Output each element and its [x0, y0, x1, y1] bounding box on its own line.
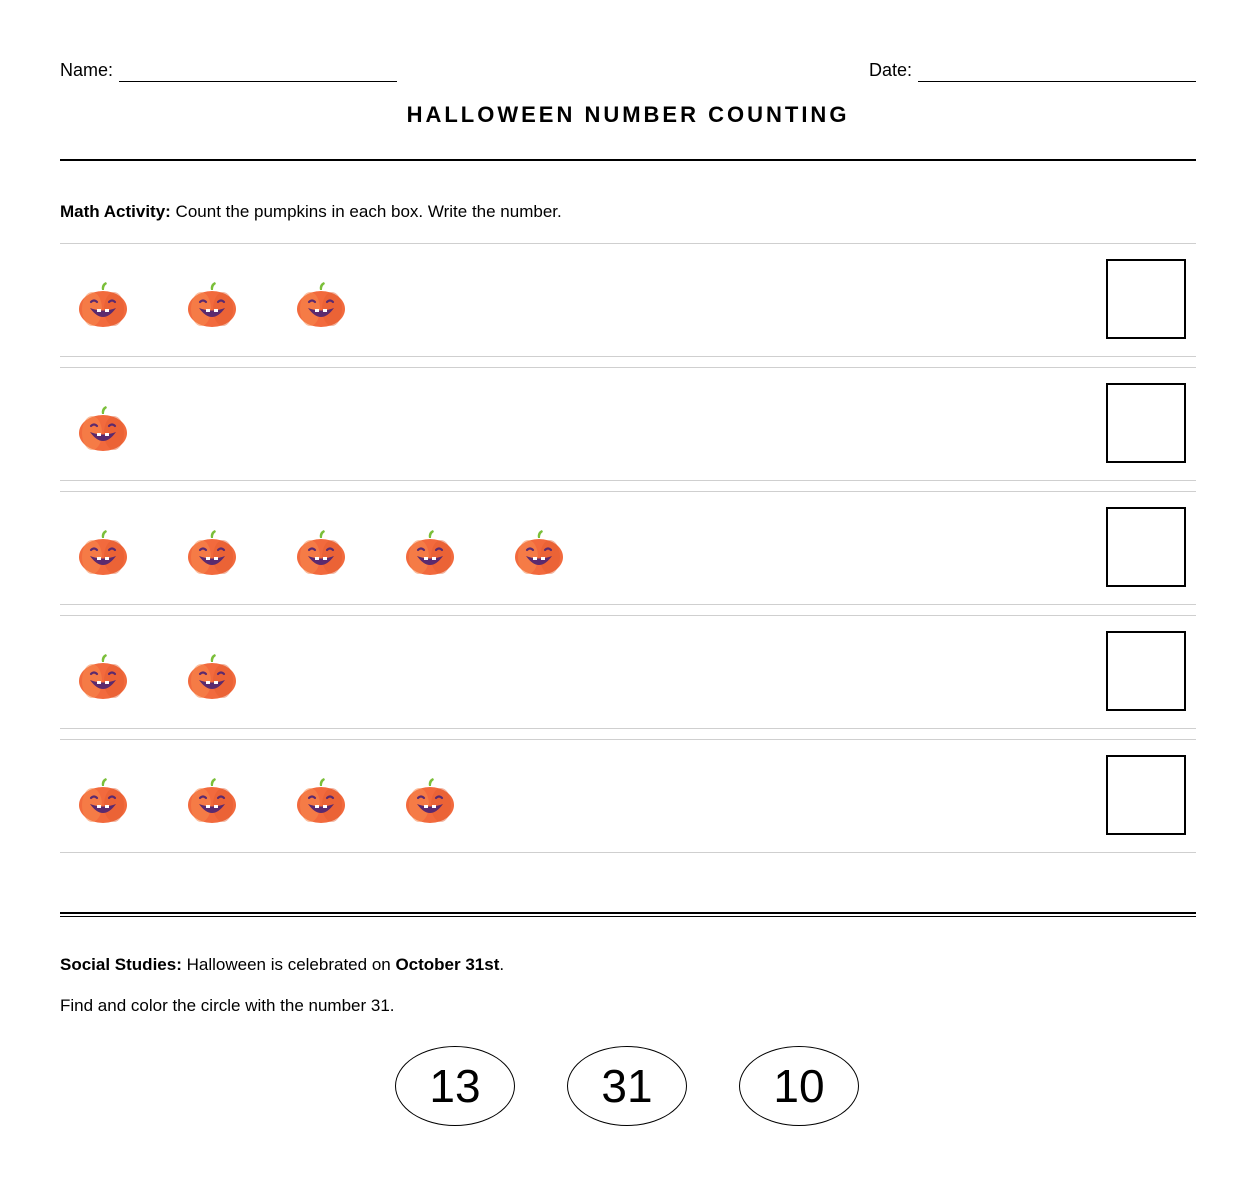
pumpkin-icon: [187, 282, 237, 328]
answer-box[interactable]: [1106, 383, 1186, 463]
name-label: Name:: [60, 60, 114, 80]
date-line[interactable]: [918, 60, 1196, 82]
pumpkin-icon: [187, 778, 237, 824]
math-label: Math Activity:: [60, 202, 171, 221]
pumpkin-group: [78, 530, 623, 576]
social-date: October 31st: [395, 955, 500, 974]
pumpkin-group: [78, 282, 405, 328]
counting-row: [60, 491, 1196, 605]
pumpkin-group: [78, 778, 514, 824]
pumpkin-icon: [78, 654, 128, 700]
date-field: [869, 58, 1196, 82]
page-title: HALLOWEEN NUMBER COUNTING: [406, 102, 850, 127]
pumpkin-icon: [78, 282, 128, 328]
counting-row: [60, 615, 1196, 729]
counting-row: [60, 243, 1196, 357]
answer-box[interactable]: [1106, 259, 1186, 339]
number-circle[interactable]: 13: [395, 1046, 515, 1126]
pumpkin-icon: [405, 778, 455, 824]
name-field: [60, 58, 397, 82]
find-instruction: Find and color the circle with the number 31.: [60, 996, 395, 1015]
counting-row: [60, 739, 1196, 853]
counting-rows: [60, 243, 1196, 863]
pumpkin-icon: [405, 530, 455, 576]
number-circle[interactable]: 31: [567, 1046, 687, 1126]
header-row: [60, 58, 1196, 82]
pumpkin-icon: [296, 778, 346, 824]
pumpkin-icon: [187, 654, 237, 700]
number-circle[interactable]: 10: [739, 1046, 859, 1126]
answer-box[interactable]: [1106, 507, 1186, 587]
pumpkin-icon: [78, 406, 128, 452]
date-label: Date:: [868, 60, 912, 80]
pumpkin-group: [78, 654, 296, 700]
math-instruction: [60, 202, 562, 222]
social-text-after: .: [499, 955, 505, 974]
double-divider: [60, 912, 1196, 917]
pumpkin-icon: [296, 530, 346, 576]
math-text: Count the pumpkins in each box. Write the number.: [170, 202, 562, 221]
pumpkin-icon: [78, 530, 128, 576]
social-label: Social Studies:: [60, 955, 182, 974]
answer-box[interactable]: [1106, 755, 1186, 835]
counting-row: [60, 367, 1196, 481]
pumpkin-icon: [187, 530, 237, 576]
pumpkin-icon: [78, 778, 128, 824]
number-circles: [395, 1046, 911, 1126]
pumpkin-icon: [296, 282, 346, 328]
pumpkin-icon: [514, 530, 564, 576]
pumpkin-group: [78, 406, 187, 452]
divider: [60, 159, 1196, 161]
answer-box[interactable]: [1106, 631, 1186, 711]
social-text-before: Halloween is celebrated on: [181, 955, 396, 974]
social-studies-text: [60, 955, 504, 975]
name-line[interactable]: [119, 60, 397, 82]
